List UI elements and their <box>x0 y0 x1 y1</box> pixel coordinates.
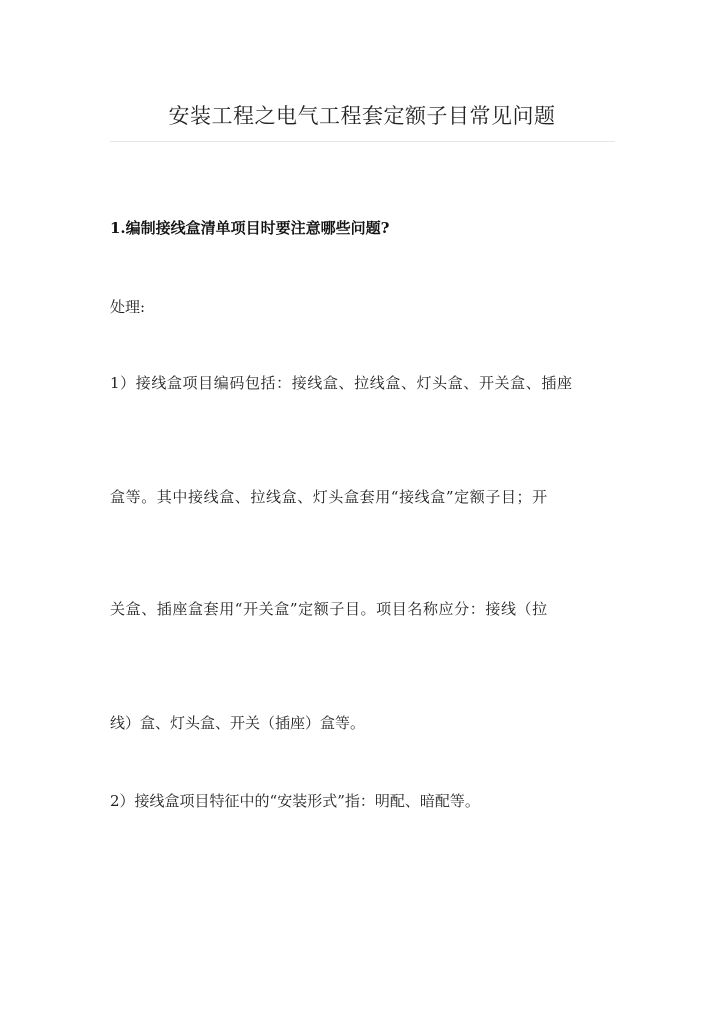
body-line-2: 盒等。其中接线盒、拉线盒、灯头盒套用“接线盒”定额子目；开 <box>110 488 548 506</box>
body-line-1: 1）接线盒项目编码包括：接线盒、拉线盒、灯头盒、开关盒、插座 <box>110 374 573 392</box>
answer-label: 处理: <box>110 298 146 316</box>
body-line-4: 线）盒、灯头盒、开关（插座）盒等。 <box>110 714 366 732</box>
question-heading: 1.编制接线盒清单项目时要注意哪些问题? <box>110 219 390 237</box>
body-line-3: 关盒、插座盒套用“开关盒”定额子目。项目名称应分：接线（拉 <box>110 600 548 618</box>
body-line-5: 2）接线盒项目特征中的“安装形式”指：明配、暗配等。 <box>110 792 480 810</box>
title-divider <box>110 141 615 142</box>
document-title: 安装工程之电气工程套定额子目常见问题 <box>168 104 556 128</box>
